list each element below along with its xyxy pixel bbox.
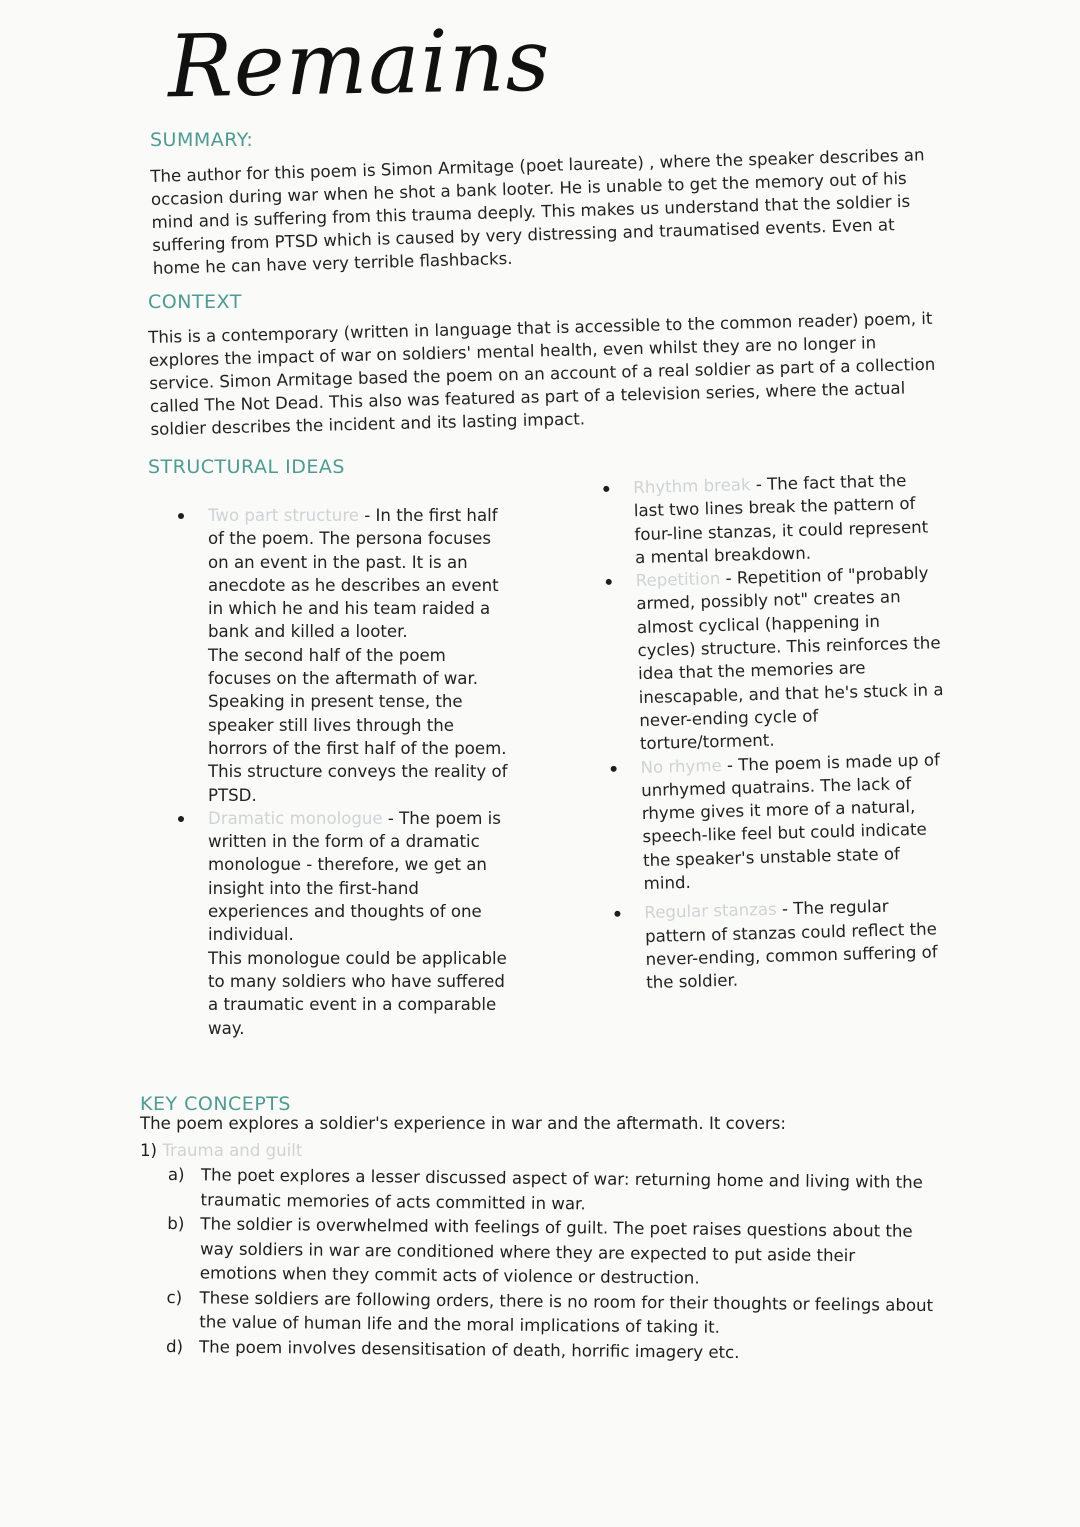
structural-item-repetition xyxy=(605,561,945,756)
structural-item-text: - The poem is made up of unrhymed quatrains. The lack of rhyme gives it more of a natural, speech-like feel but could indicate the speaker's unstable state of mind. xyxy=(640,749,941,894)
subpoint-text: The soldier is overwhelmed with feelings of guilt. The poet raises questions about the way soldiers in war are conditioned where they are expected to put aside their emotions when they commit acts of violence or destruction. xyxy=(199,1214,913,1288)
subpoint-letter: a) xyxy=(167,1164,185,1185)
structural-right-column xyxy=(603,468,951,995)
structural-item-label: Dramatic monologue xyxy=(208,808,383,828)
bullet-icon xyxy=(178,816,184,822)
structural-item-text: - The fact that the last two lines break the pattern of four-line stanzas, it could represent a mental breakdown. xyxy=(633,471,929,568)
subpoint-text: The poem involves desensitisation of death, horrific imagery etc. xyxy=(198,1336,740,1362)
structural-item-label: Rhythm break xyxy=(633,475,751,498)
key-concepts-heading: KEY CONCEPTS xyxy=(140,1093,291,1115)
subpoint-text: The poet explores a lesser discussed aspect of war: returning home and living with the traumatic memories of acts committed in war. xyxy=(200,1165,924,1213)
summary-text: The author for this poem is Simon Armitage (poet laureate) , where the speaker describes an occasion during war when he shot a bank looter. He is unable to get the memory out of his mind and is suffering from this trauma deeply. This makes us understand that the soldier is suffering from PTSD which is caused by very distressing and traumatised events. Even at home he can have very terrible flashbacks. xyxy=(150,145,925,278)
key-concepts-intro: The poem explores a soldier's experience in war and the aftermath. It covers: xyxy=(140,1114,786,1133)
context-heading: CONTEXT xyxy=(148,291,242,313)
subpoint-c xyxy=(166,1285,936,1342)
subpoint-text: These soldiers are following orders, there is no room for their thoughts or feelings about the value of human life and the moral implications of taking it. xyxy=(199,1287,934,1337)
context-text: This is a contemporary (written in language that is accessible to the common reader) poem, it explores the impact of war on soldiers' mental health, even whilst they are no longer in service. Simon Armitage based the poem on an account of a real soldier as part of a collection called The Not Dead. This also was featured as part of a television series, where the actual soldier describes the incident and its lasting impact. xyxy=(148,308,936,439)
subpoint-letter: b) xyxy=(167,1213,185,1234)
structural-item-text: - The poem is written in the form of a dramatic monologue - therefore, we get an insight into the first-hand experiences and thoughts of one individual. xyxy=(208,808,501,945)
key-concept-subpoints xyxy=(166,1163,938,1367)
structural-item-text: - The regular pattern of stanzas could reflect the never-ending, common suffering of the soldier. xyxy=(644,897,938,993)
bullet-icon xyxy=(614,911,620,917)
subpoint-letter: c) xyxy=(166,1287,183,1307)
structural-item-label: No rhyme xyxy=(640,755,722,777)
bullet-icon xyxy=(603,486,609,492)
bullet-icon xyxy=(178,513,184,519)
structural-item-extra: The second half of the poem focuses on the aftermath of war. Speaking in present tense, the speaker still lives through the horrors of the first half of the poem. This structure conveys the reality of PTSD. xyxy=(208,645,508,805)
subpoint-letter: d) xyxy=(165,1336,184,1356)
structural-item-text: - In the first half of the poem. The persona focuses on an event in the past. It is an anecdote as he describes an event in which he and his team raided a bank and killed a looter. xyxy=(208,506,499,642)
structural-item-dramatic-monologue xyxy=(178,807,513,1040)
structural-item-label: Two part structure xyxy=(208,506,359,525)
structural-item-two-part xyxy=(178,504,513,807)
bullet-icon xyxy=(606,579,612,585)
structural-item-rhythm-break xyxy=(603,468,940,570)
structural-heading: STRUCTURAL IDEAS xyxy=(148,456,345,478)
summary-heading: SUMMARY: xyxy=(150,129,254,151)
subpoint-a xyxy=(167,1163,937,1220)
key-concept-number: 1) xyxy=(140,1141,158,1160)
structural-item-text: - Repetition of "probably armed, possibly not" creates an almost cyclical (happening in cycles) structure. This reinforces the idea that the memories are inescapable, and that he's stuck in a never-ending cycle of torture/torment. xyxy=(636,563,944,754)
structural-item-label: Regular stanzas xyxy=(644,899,777,923)
page-title: Remains xyxy=(167,10,552,118)
key-concept-title: Trauma and guilt xyxy=(162,1141,303,1160)
structural-item-extra: This monologue could be applicable to many soldiers who have suffered a traumatic event in a comparable way. xyxy=(208,948,507,1038)
structural-item-regular-stanzas xyxy=(614,893,951,995)
key-concept-item xyxy=(140,1141,302,1160)
structural-item-label: Repetition xyxy=(635,569,721,591)
structural-item-no-rhyme xyxy=(610,748,949,897)
bullet-icon xyxy=(611,765,617,771)
structural-left-column xyxy=(178,504,513,1040)
subpoint-b xyxy=(167,1212,938,1294)
